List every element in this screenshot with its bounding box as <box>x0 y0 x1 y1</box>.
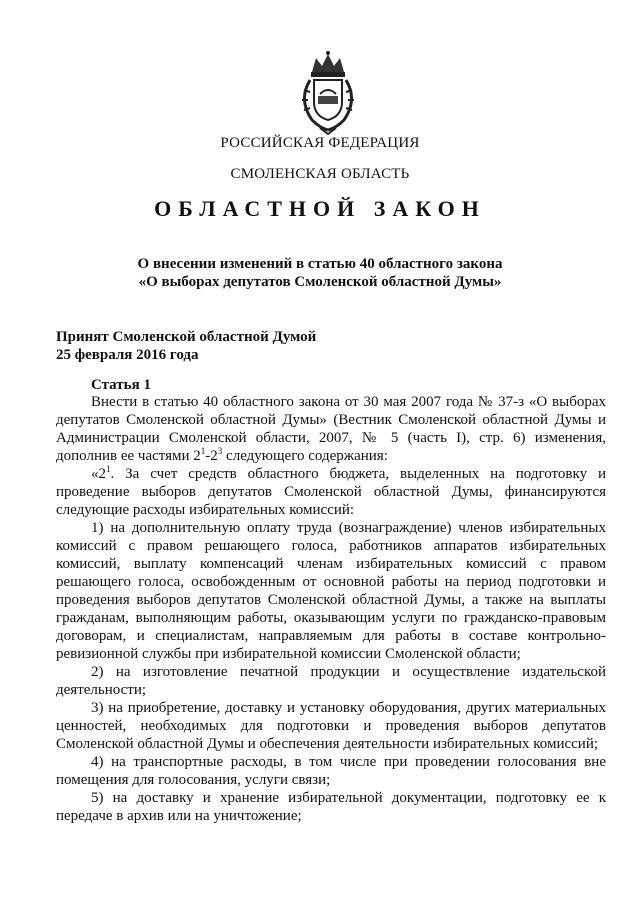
adoption-date: 25 февраля 2016 года <box>56 347 199 363</box>
document-type-heading: ОБЛАСТНОЙ ЗАКОН <box>154 196 486 221</box>
list-item: 2) на изготовление печатной продукции и осуществление издательской деятельности; <box>56 664 606 698</box>
adoption-statement: Принят Смоленской областной Думой <box>56 329 317 345</box>
part-2-1-paragraph: «$2^1$. За счет средств областного бюджета, выделенных на подготовку и проведение выборов депутатов Смоленской областной Думы, финансируются следующие расходы избирательных комиссий: <box>56 464 606 518</box>
law-title-line-1: О внесении изменений в статью 40 областного закона <box>137 256 503 272</box>
header-region: СМОЛЕНСКАЯ ОБЛАСТЬ <box>230 166 410 182</box>
list-item: 3) на приобретение, доставку и установку оборудования, других материальных ценностей, необходимых для подготовки и проведения выборов депутатов Смоленской областной Думы и обеспечения деятельности избирательных комиссий; <box>56 700 606 752</box>
article-heading: Статья 1 <box>91 377 151 393</box>
list-item: 4) на транспортные расходы, в том числе при проведении голосования вне помещения для голосования, услуги связи; <box>56 754 606 788</box>
list-item: 1) на дополнительную оплату труда (вознаграждение) членов избирательных комиссий с правом решающего голоса, работников аппаратов избирательных комиссий, выплату компенсаций членам избирательных комиссий с правом решающего голоса, освобожденным от основной работы на период подготовки и проведения выборов депутатов Смоленской областной Думы, а также на выплаты гражданам, выполняющим работы, оказывающим услуги по гражданско-правовым договорам, и специалистам, направляемым для работы в составе контрольно-ревизионной службы при избирательной комиссии Смоленской области; <box>56 520 606 662</box>
article-intro-paragraph: Внести в статью 40 областного закона от 30 мая 2007 года № 37-з «О выборах депутатов Смоленской областной Думы» (Вестник Смоленской областной Думы и Администрации Смоленской области, 2007, № 5 (часть I), стр. 6) изменения, дополнив ее частями $2^1-2^3$ следующего содержания: <box>56 394 606 464</box>
law-title-line-2: «О выборах депутатов Смоленской областной Думы» <box>138 274 502 290</box>
header-country: РОССИЙСКАЯ ФЕДЕРАЦИЯ <box>220 135 420 151</box>
smolensk-coat-of-arms-icon <box>290 50 366 136</box>
article-body <box>56 393 606 825</box>
list-item: 5) на доставку и хранение избирательной документации, подготовку ее к передаче в архив или на уничтожение; <box>56 790 606 824</box>
